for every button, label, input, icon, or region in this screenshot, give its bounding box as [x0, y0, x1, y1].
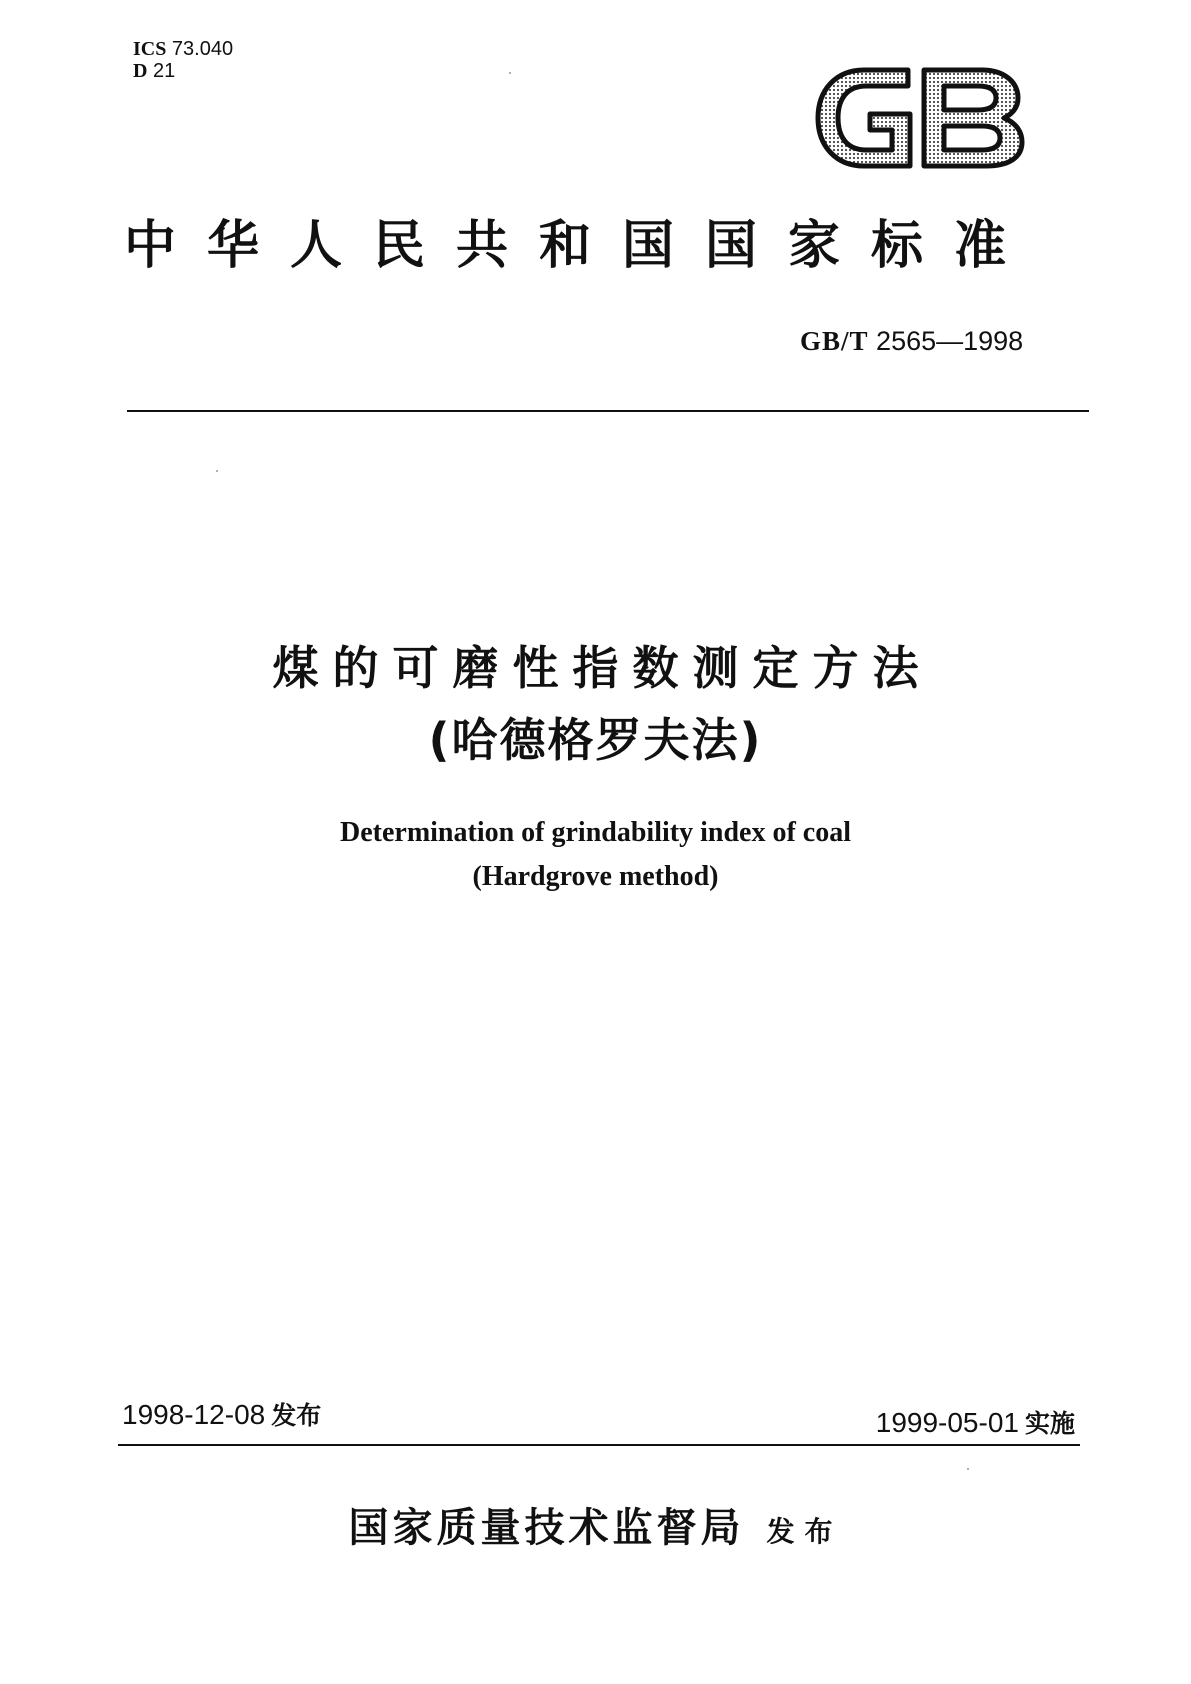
english-subtitle: (Hardgrove method) [472, 861, 719, 892]
scan-speck [509, 72, 511, 74]
ccs-label: D [133, 60, 148, 82]
scan-speck [967, 1468, 969, 1470]
ics-number: 73.040 [171, 38, 234, 60]
implementation-date [876, 1406, 1075, 1441]
gb-logo-icon [812, 60, 1026, 176]
ics-label: ICS [133, 38, 167, 60]
issue-date-label: 发布 [271, 1401, 322, 1430]
publisher-action: 发布 [766, 1515, 843, 1548]
chinese-subtitle: (哈德格罗夫法) [428, 713, 763, 767]
issue-date [122, 1398, 321, 1433]
implementation-date-value: 1999-05-01 [875, 1407, 1019, 1438]
national-standard-title: 中华人民共和国国家标准 [124, 215, 1038, 276]
issue-date-value: 1998-12-08 [122, 1399, 266, 1430]
publisher [0, 1500, 1191, 1564]
english-title: Determination of grindability index of coal [340, 817, 851, 848]
header-divider [127, 410, 1089, 412]
ics-code [133, 38, 233, 60]
implementation-date-label: 实施 [1024, 1409, 1075, 1438]
standard-prefix: GB/T [800, 326, 869, 356]
standard-code: 2565—1998 [876, 326, 1024, 356]
scan-speck [216, 470, 218, 472]
standard-number [800, 326, 1023, 357]
ccs-code [133, 60, 175, 82]
ccs-number: 21 [153, 60, 176, 82]
footer-divider [118, 1444, 1080, 1446]
publisher-name: 国家质量技术监督局 [348, 1504, 745, 1551]
chinese-title: 煤的可磨性指数测定方法 [272, 641, 933, 695]
